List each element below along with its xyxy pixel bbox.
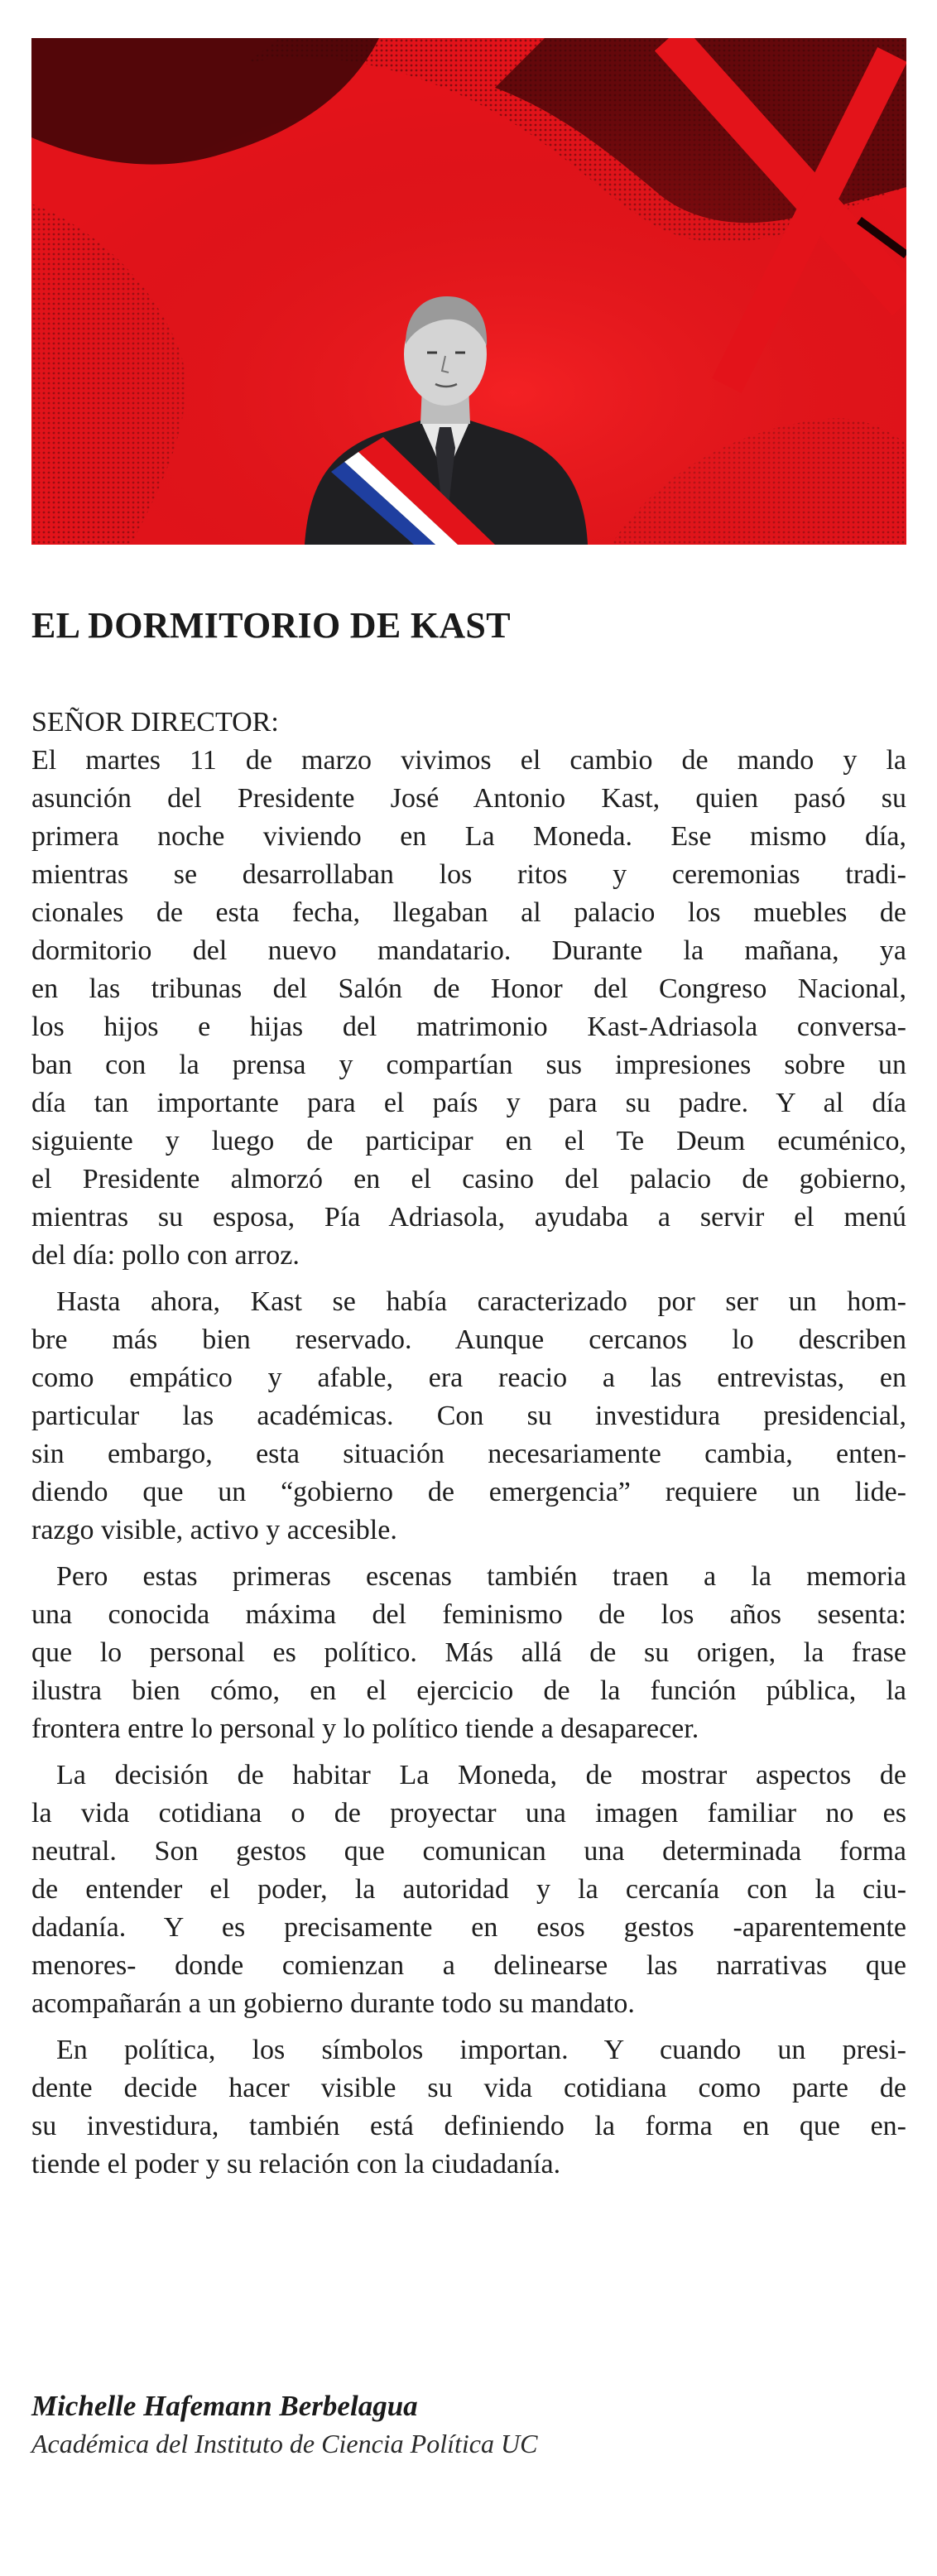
author-affiliation: Académica del Instituto de Ciencia Política UC bbox=[31, 2429, 538, 2458]
paragraph-line: una conocida máxima del feminismo de los años sesenta: bbox=[31, 1599, 906, 1630]
paragraph-line: dente decide hacer visible su vida cotidiana como parte de bbox=[31, 2073, 906, 2103]
paragraph-line: la vida cotidiana o de proyectar una imagen familiar no es bbox=[31, 1798, 906, 1829]
paragraph-line: mientras se desarrollaban los ritos y ceremonias tradi- bbox=[31, 859, 906, 890]
paragraph-line: frontera entre lo personal y lo político tiende a desaparecer. bbox=[31, 1713, 699, 1744]
paragraph-line: los hijos e hijas del matrimonio Kast-Adriasola conversa- bbox=[31, 1012, 906, 1042]
paragraph-line: particular las académicas. Con su investidura presidencial, bbox=[31, 1401, 906, 1431]
paragraph-line: sin embargo, esta situación necesariamente cambia, enten- bbox=[31, 1439, 906, 1469]
paragraph bbox=[31, 1283, 906, 1550]
paragraph-line: Pero estas primeras escenas también traen a la memoria bbox=[56, 1561, 906, 1592]
paragraph-line: que lo personal es político. Más allá de su origen, la frase bbox=[31, 1637, 906, 1668]
paragraph-line: menores- donde comienzan a delinearse las narrativas que bbox=[31, 1950, 906, 1981]
paragraph-line: bre más bien reservado. Aunque cercanos lo describen bbox=[31, 1324, 906, 1355]
portrait-illustration bbox=[31, 38, 906, 545]
paragraph-line: primera noche viviendo en La Moneda. Ese mismo día, bbox=[31, 821, 906, 852]
paragraph-line: El martes 11 de marzo vivimos el cambio de mando y la bbox=[31, 745, 906, 776]
paragraph-line: su investidura, también está definiendo la forma en que en- bbox=[31, 2111, 906, 2141]
paragraph-line: asunción del Presidente José Antonio Kast, quien pasó su bbox=[31, 783, 906, 814]
paragraph-line: La decisión de habitar La Moneda, de mostrar aspectos de bbox=[56, 1760, 906, 1790]
letter-body bbox=[31, 704, 906, 2192]
paragraph-line: tiende el poder y su relación con la ciudadanía. bbox=[31, 2149, 561, 2180]
paragraph-line: mientras su esposa, Pía Adriasola, ayudaba a servir el menú bbox=[31, 1202, 906, 1233]
paragraph-line: de entender el poder, la autoridad y la cercanía con la ciu- bbox=[31, 1874, 906, 1905]
paragraph-line: Hasta ahora, Kast se había caracterizado por ser un hom- bbox=[56, 1286, 906, 1317]
letter-paragraphs bbox=[31, 742, 906, 2184]
paragraph-line: acompañarán a un gobierno durante todo su mandato. bbox=[31, 1988, 635, 2019]
paragraph bbox=[31, 1757, 906, 2023]
paragraph-line: en las tribunas del Salón de Honor del Congreso Nacional, bbox=[31, 973, 906, 1004]
paragraph-line: el Presidente almorzó en el casino del palacio de gobierno, bbox=[31, 1164, 906, 1194]
paragraph bbox=[31, 1558, 906, 1748]
paragraph-line: cionales de esta fecha, llegaban al palacio los muebles de bbox=[31, 897, 906, 928]
letter-headline: EL DORMITORIO DE KAST bbox=[31, 605, 511, 646]
author-name: Michelle Hafemann Berbelagua bbox=[31, 2390, 418, 2422]
paragraph-line: día tan importante para el país y para su padre. Y al día bbox=[31, 1088, 906, 1118]
paragraph-line: En política, los símbolos importan. Y cuando un presi- bbox=[56, 2035, 906, 2065]
header-illustration bbox=[31, 38, 906, 545]
salutation: SEÑOR DIRECTOR: bbox=[31, 707, 279, 738]
paragraph-line: del día: pollo con arroz. bbox=[31, 1240, 300, 1271]
signature-block bbox=[31, 2387, 906, 2462]
paragraph-line: dadanía. Y es precisamente en esos gestos -aparentemente bbox=[31, 1912, 906, 1943]
paragraph-line: ban con la prensa y compartían sus impresiones sobre un bbox=[31, 1050, 906, 1080]
paragraph bbox=[31, 742, 906, 1275]
paragraph-line: neutral. Son gestos que comunican una determinada forma bbox=[31, 1836, 906, 1867]
paragraph-line: dormitorio del nuevo mandatario. Durante la mañana, ya bbox=[31, 935, 906, 966]
paragraph-line: como empático y afable, era reacio a las entrevistas, en bbox=[31, 1362, 906, 1393]
paragraph-line: razgo visible, activo y accesible. bbox=[31, 1515, 397, 1545]
paragraph-line: diendo que un “gobierno de emergencia” requiere un lide- bbox=[31, 1477, 906, 1507]
paragraph-line: ilustra bien cómo, en el ejercicio de la función pública, la bbox=[31, 1675, 906, 1706]
paragraph-line: siguiente y luego de participar en el Te Deum ecuménico, bbox=[31, 1126, 906, 1156]
paragraph bbox=[31, 2031, 906, 2184]
